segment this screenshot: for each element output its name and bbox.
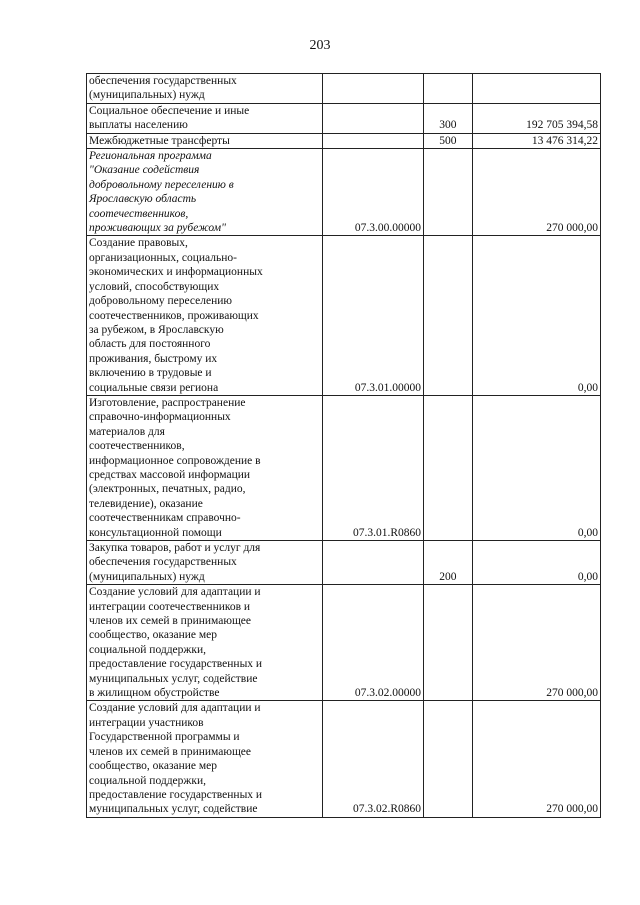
row-amount-text: 270 000,00 (546, 222, 598, 235)
row-amount-cell (472, 149, 600, 236)
budget-table-body (87, 74, 601, 818)
row-amount-cell (472, 133, 600, 148)
row-code-text: 07.3.01.00000 (354, 381, 421, 394)
row-amount-cell (472, 395, 600, 540)
row-code-cell (323, 541, 424, 585)
row-code-cell (323, 74, 424, 104)
row-name-text: Изготовление, распространение справочно-информационных материалов для соотечественников, информационное сопровождение в средствах массовой информации (электронных, печатных, радио, телевидение), оказание соотечественникам справочно- консультационной помощи (89, 396, 261, 539)
table-row (87, 149, 601, 236)
row-expense-type-cell (423, 701, 472, 817)
row-name-cell (87, 236, 323, 395)
row-amount-text: 192 705 394,58 (526, 119, 598, 132)
table-row (87, 395, 601, 540)
row-name-text: Создание правовых, организационных, социально- экономических и информационных условий, способствующих добровольному переселению соотечественников, проживающих за рубежом, в Ярославскую область для постоянного проживания, быстрому их включению в трудовые и социальные связи региона (89, 237, 263, 394)
table-row (87, 585, 601, 701)
row-amount-cell (472, 585, 600, 701)
row-code-cell (323, 236, 424, 395)
row-name-text: Межбюджетные трансферты (89, 134, 230, 147)
row-name-text: Социальное обеспечение и иные выплаты населению (89, 104, 250, 132)
row-code-cell (323, 395, 424, 540)
row-expense-type-cell (423, 585, 472, 701)
row-name-cell (87, 395, 323, 540)
row-amount-text: 0,00 (577, 381, 598, 394)
row-expense-type-cell (423, 236, 472, 395)
row-name-cell (87, 701, 323, 817)
row-expense-type-cell (423, 103, 472, 133)
row-name-cell (87, 74, 323, 104)
row-name-text: Создание условий для адаптации и интеграции участников Государственной программы и членов их семей в принимающее сообщество, оказание мер социальной поддержки, предоставление государственных и муниципальных услуг, содействие (89, 702, 263, 816)
row-amount-cell (472, 74, 600, 104)
row-code-cell (323, 133, 424, 148)
row-expense-type-text: 300 (439, 119, 457, 132)
row-code-cell (323, 585, 424, 701)
row-expense-type-cell (423, 133, 472, 148)
row-amount-text: 270 000,00 (546, 687, 598, 700)
row-amount-cell (472, 236, 600, 395)
table-row (87, 74, 601, 104)
row-code-cell (323, 149, 424, 236)
row-amount-cell (472, 701, 600, 817)
row-name-cell (87, 133, 323, 148)
row-name-cell (87, 541, 323, 585)
page-number: 203 (309, 38, 331, 53)
row-amount-cell (472, 541, 600, 585)
row-code-text: 07.3.02.00000 (354, 687, 421, 700)
row-name-cell (87, 149, 323, 236)
budget-table (86, 73, 601, 818)
table-row (87, 103, 601, 133)
row-code-text: 07.3.00.00000 (354, 222, 421, 235)
row-expense-type-cell (423, 74, 472, 104)
row-amount-text: 0,00 (577, 526, 598, 539)
row-name-text: обеспечения государственных (муниципальных) нужд (89, 75, 237, 102)
table-row (87, 236, 601, 395)
row-code-cell (323, 103, 424, 133)
row-amount-cell (472, 103, 600, 133)
row-expense-type-cell (423, 395, 472, 540)
row-amount-text: 270 000,00 (546, 803, 598, 816)
row-amount-text: 0,00 (577, 570, 598, 583)
table-row (87, 133, 601, 148)
row-expense-type-cell (423, 541, 472, 585)
row-code-cell (323, 701, 424, 817)
table-row (87, 541, 601, 585)
row-name-text: Создание условий для адаптации и интеграции соотечественников и членов их семей в принимающее сообщество, оказание мер социальной поддержки, предоставление государственных и муниципальных услуг, содействие в жилищном обустройстве (89, 586, 263, 700)
row-name-cell (87, 103, 323, 133)
row-code-text: 07.3.01.R0860 (352, 526, 421, 539)
row-expense-type-cell (423, 149, 472, 236)
row-name-cell (87, 585, 323, 701)
row-code-text: 07.3.02.R0860 (352, 803, 421, 816)
row-amount-text: 13 476 314,22 (531, 134, 598, 147)
row-expense-type-text: 200 (439, 570, 457, 583)
row-expense-type-text: 500 (439, 134, 457, 147)
row-name-text: Закупка товаров, работ и услуг для обеспечения государственных (муниципальных) нужд (89, 542, 261, 583)
row-name-text: Региональная программа "Оказание содействия добровольному переселению в Ярославскую область соотечественников, проживающих за рубежом" (89, 150, 234, 235)
table-row (87, 701, 601, 817)
